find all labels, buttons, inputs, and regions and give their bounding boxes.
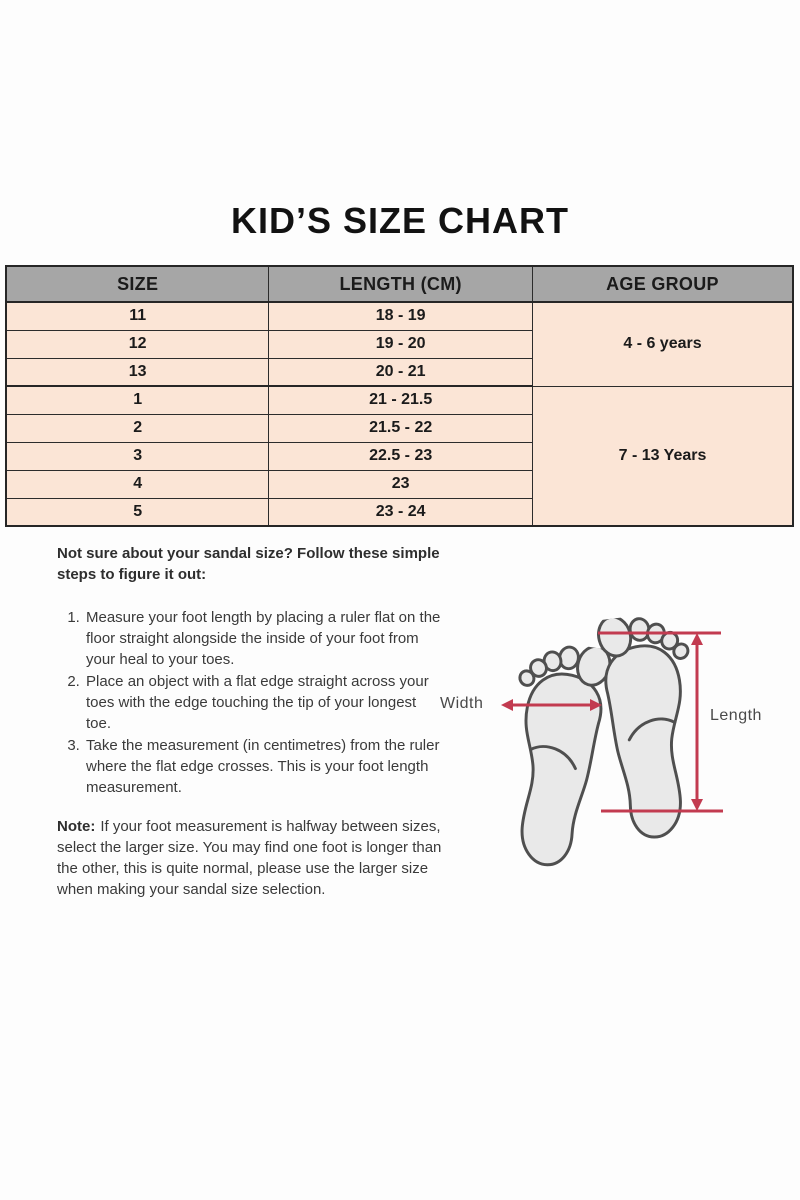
header-age-group: AGE GROUP	[532, 266, 793, 302]
width-arrow	[501, 699, 602, 711]
size-cell: 3	[6, 442, 269, 470]
length-cell: 22.5 - 23	[269, 442, 533, 470]
age-group-cell: 4 - 6 years	[532, 302, 793, 386]
dimension-arrows	[420, 595, 790, 855]
size-cell: 4	[6, 470, 269, 498]
foot-measurement-diagram	[420, 595, 790, 855]
step-item: 1. Measure your foot length by placing a ruler flat on the floor straight alongside the inside of your foot from your heal to your toes.	[84, 607, 442, 670]
length-cell: 19 - 20	[269, 330, 533, 358]
length-cell: 23 - 24	[269, 498, 533, 526]
width-label: Width	[440, 695, 484, 712]
step-item: 3. Take the measurement (in centimetres) from the ruler where the flat edge crosses. This is your foot length measurement.	[84, 735, 442, 798]
header-size: SIZE	[6, 266, 269, 302]
length-cell: 18 - 19	[269, 302, 533, 330]
size-cell: 2	[6, 414, 269, 442]
length-cell: 23	[269, 470, 533, 498]
length-cell: 21.5 - 22	[269, 414, 533, 442]
size-cell: 13	[6, 358, 269, 386]
step-item: 2. Place an object with a flat edge straight across your toes with the edge touching the tip of your longest toe.	[84, 671, 442, 734]
table-row	[6, 302, 793, 330]
note-text: If your foot measurement is halfway between sizes, select the larger size. You may find one foot is longer than the other, this is quite normal, please use the larger size when making your sandal size selection.	[57, 818, 442, 898]
note-paragraph	[57, 816, 442, 900]
size-cell: 5	[6, 498, 269, 526]
sizing-instructions	[57, 543, 442, 900]
age-group-cell: 7 - 13 Years	[532, 386, 793, 526]
length-label: Length	[710, 707, 762, 724]
steps-list	[57, 607, 442, 798]
page-title: KID’S SIZE CHART	[230, 200, 569, 241]
table-row	[6, 386, 793, 414]
length-arrow	[598, 633, 723, 811]
size-cell: 1	[6, 386, 269, 414]
size-cell: 12	[6, 330, 269, 358]
table-header-row	[6, 266, 793, 302]
length-cell: 20 - 21	[269, 358, 533, 386]
header-length: LENGTH (CM)	[269, 266, 533, 302]
length-cell: 21 - 21.5	[269, 386, 533, 414]
size-cell: 11	[6, 302, 269, 330]
instructions-intro: Not sure about your sandal size? Follow these simple steps to figure it out:	[57, 545, 440, 583]
size-chart-table	[5, 265, 794, 527]
note-label: Note:	[57, 818, 96, 835]
